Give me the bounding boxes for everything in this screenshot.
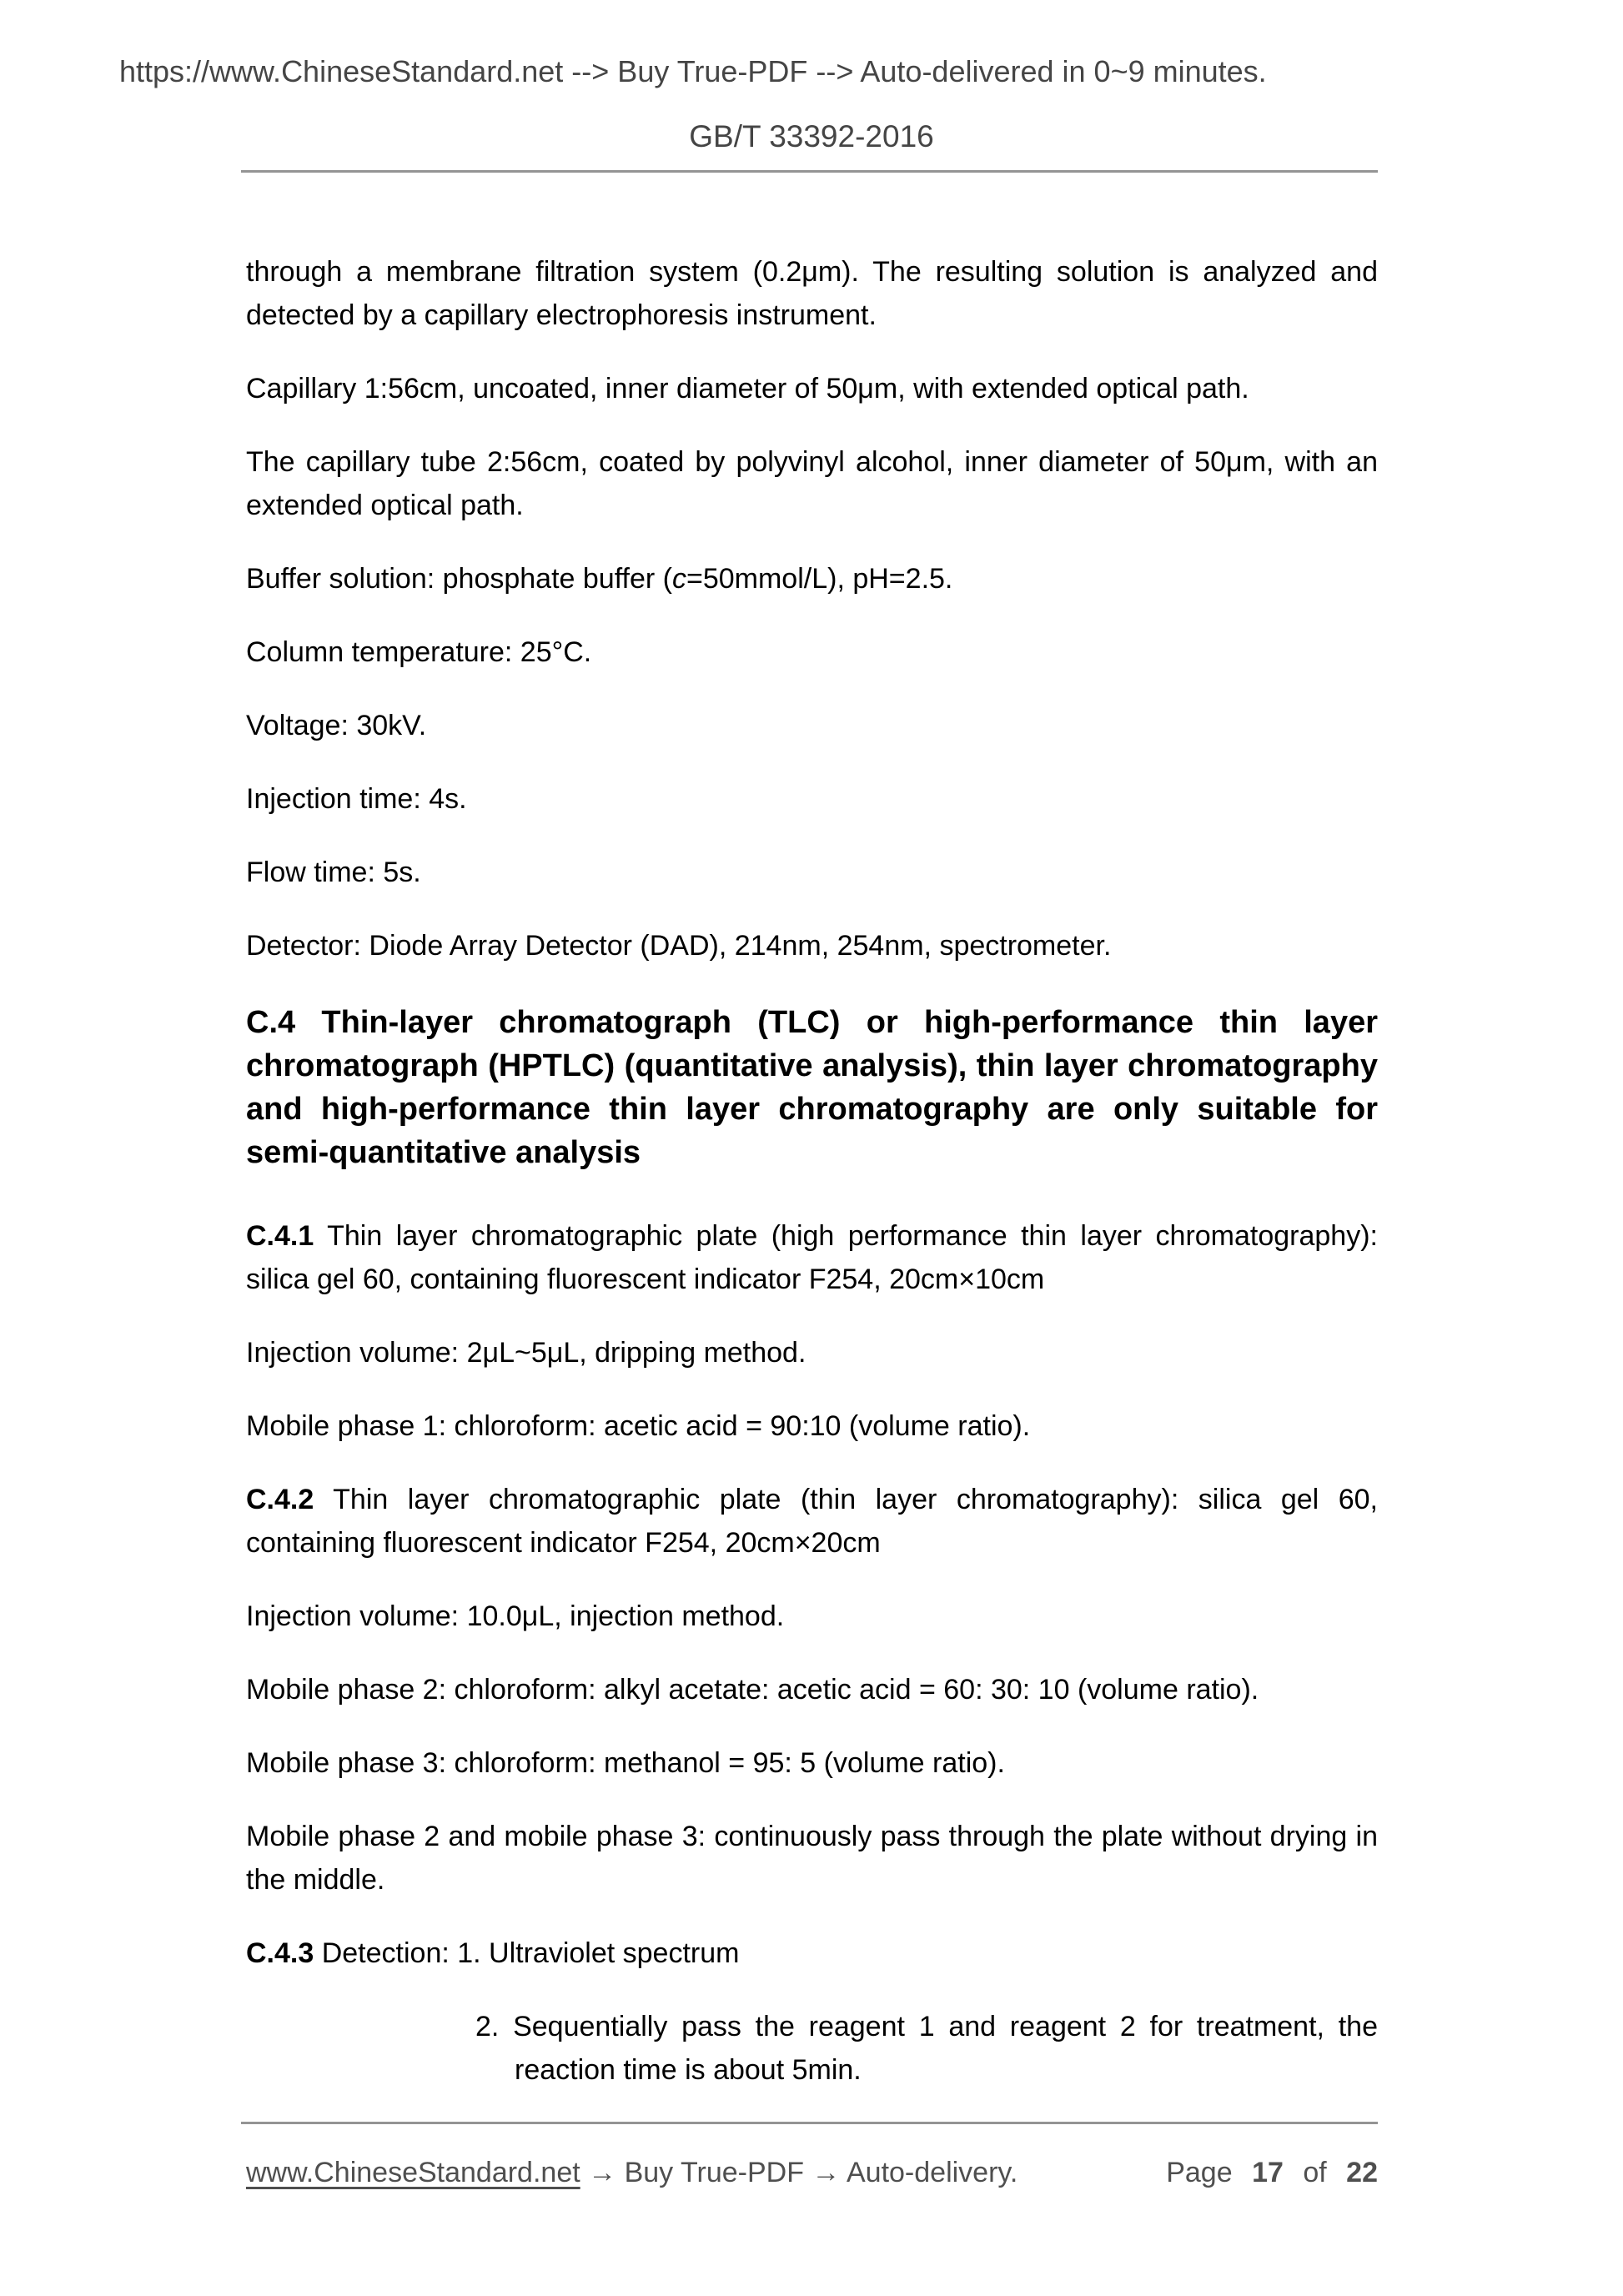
- text-segment: Thin layer chromatographic plate (high performance thin layer chromatography): silica gel 60, containing fluorescent indicator F254, 20cm×10cm: [246, 1220, 1378, 1295]
- header-url-line: https://www.ChineseStandard.net --> Buy True-PDF --> Auto-delivered in 0~9 minutes.: [119, 54, 1267, 88]
- text-segment: The capillary tube 2:56cm, coated by polyvinyl alcohol, inner diameter of 50μm, with an extended optical path.: [246, 446, 1378, 521]
- footer-divider: [241, 2122, 1378, 2124]
- paragraph: [246, 367, 1378, 410]
- clause-number: C.4.2: [246, 1484, 314, 1515]
- text-segment: Capillary 1:56cm, uncoated, inner diameter of 50μm, with extended optical path.: [246, 373, 1249, 404]
- text-segment: c: [671, 563, 686, 595]
- paragraph: [246, 777, 1378, 821]
- paragraph: [246, 851, 1378, 894]
- paragraph: [246, 250, 1378, 337]
- paragraph: [246, 1932, 1378, 1975]
- text-segment: Voltage: 30kV.: [246, 710, 427, 741]
- text-segment: Thin layer chromatographic plate (thin layer chromatography): silica gel 60, containing fluorescent indicator F254, 20cm×20cm: [246, 1484, 1378, 1559]
- text-segment: Injection time: 4s.: [246, 783, 467, 815]
- text-segment: Mobile phase 2: chloroform: alkyl acetate: acetic acid = 60: 30: 10 (volume ratio).: [246, 1674, 1259, 1706]
- footer-left: [246, 2154, 1018, 2191]
- paragraph: [246, 1214, 1378, 1301]
- section-heading: [246, 1001, 1378, 1174]
- page-of-label: of: [1303, 2157, 1327, 2188]
- footer-tagline: → Buy True-PDF → Auto-delivery.: [580, 2157, 1018, 2188]
- clause-number: C.4.3: [246, 1937, 314, 1969]
- text-segment: =50mmol/L), pH=2.5.: [686, 563, 953, 595]
- paragraph: [246, 631, 1378, 674]
- page-total: 22: [1346, 2157, 1378, 2188]
- text-segment: Column temperature: 25°C.: [246, 636, 592, 668]
- paragraph: [246, 924, 1378, 967]
- text-segment: Mobile phase 1: chloroform: acetic acid = 90:10 (volume ratio).: [246, 1410, 1031, 1442]
- paragraph: [246, 1668, 1378, 1711]
- page-indicator: [1161, 2154, 1378, 2191]
- text-segment: Detector: Diode Array Detector (DAD), 214nm, 254nm, spectrometer.: [246, 930, 1112, 962]
- text-segment: 2. Sequentially pass the reagent 1 and reagent 2 for treatment, the reaction time is about 5min.: [475, 2011, 1378, 2086]
- paragraph: [246, 1815, 1378, 1902]
- clause-number: C.4 Thin-layer chromatograph (TLC) or high-performance thin layer chromatograph (HPTLC) (quantitative analysis), thin layer chromatography and high-performance thin layer chromatography are only suitable for semi-quantitative analysis: [246, 1005, 1378, 1170]
- text-segment: Mobile phase 2 and mobile phase 3: continuously pass through the plate without drying in the middle.: [246, 1821, 1378, 1896]
- text-segment: Injection volume: 10.0μL, injection method.: [246, 1600, 785, 1632]
- header-divider: [241, 170, 1378, 173]
- paragraph: [246, 1741, 1378, 1785]
- paragraph: [246, 1331, 1378, 1374]
- footer: [246, 2154, 1378, 2191]
- clause-number: C.4.1: [246, 1220, 314, 1252]
- paragraph: [246, 704, 1378, 747]
- paragraph: [246, 1595, 1378, 1638]
- page-label: Page: [1166, 2157, 1233, 2188]
- text-segment: Injection volume: 2μL~5μL, dripping method.: [246, 1337, 806, 1369]
- numbered-item: [475, 2005, 1378, 2092]
- paragraph: [246, 440, 1378, 527]
- page-current: 17: [1252, 2157, 1284, 2188]
- text-segment: Mobile phase 3: chloroform: methanol = 95: 5 (volume ratio).: [246, 1747, 1005, 1779]
- text-segment: through a membrane filtration system (0.2μm). The resulting solution is analyzed and detected by a capillary electrophoresis instrument.: [246, 256, 1378, 331]
- text-segment: Detection: 1. Ultraviolet spectrum: [314, 1937, 740, 1969]
- text-segment: Flow time: 5s.: [246, 857, 421, 888]
- paragraph: [246, 557, 1378, 600]
- paragraph: [246, 1478, 1378, 1565]
- doc-number: GB/T 33392-2016: [689, 119, 934, 153]
- footer-site-link[interactable]: www.ChineseStandard.net: [246, 2157, 580, 2188]
- content: [246, 250, 1378, 2122]
- text-segment: Buffer solution: phosphate buffer (: [246, 563, 672, 595]
- paragraph: [246, 1404, 1378, 1448]
